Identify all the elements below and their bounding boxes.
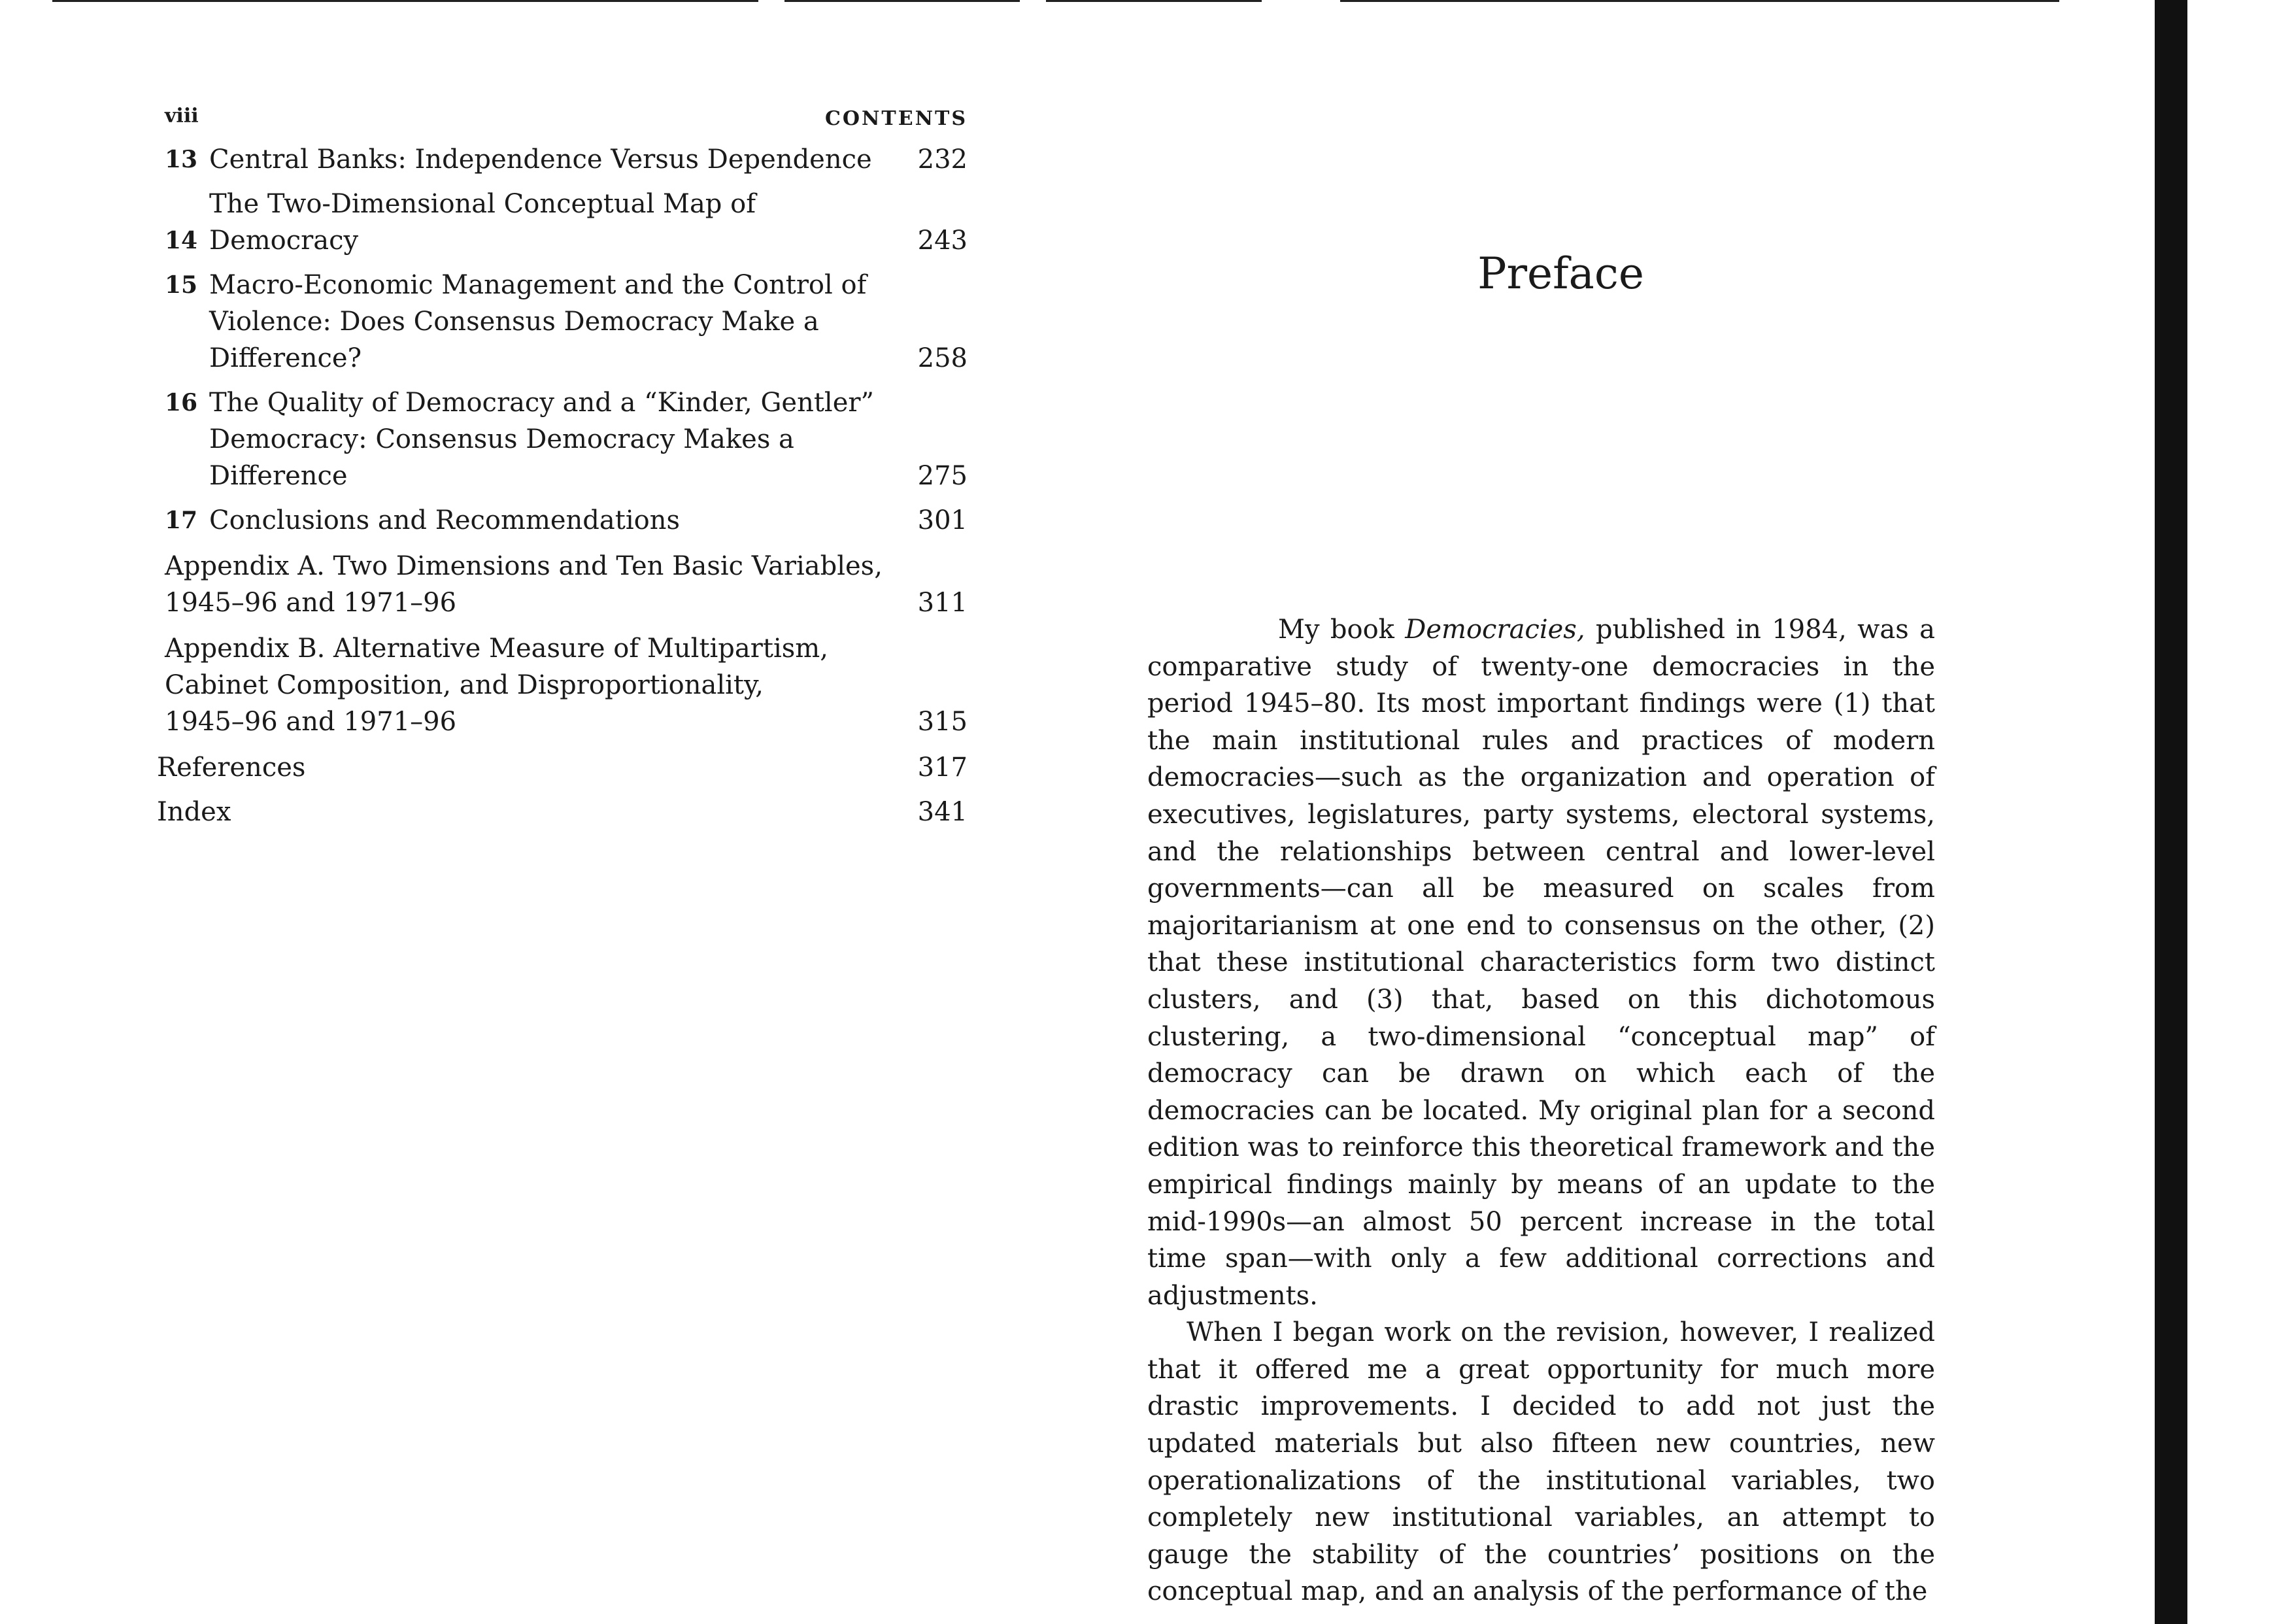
page-number: 315 — [917, 707, 968, 737]
chapter-title: The Quality of Democracy and a “Kinder, Gentler” Democracy: Consensus Democracy Makes a Difference — [209, 388, 874, 491]
toc-entry-13 — [157, 141, 968, 178]
page-number: 341 — [917, 797, 968, 827]
scan-edge-top — [52, 0, 758, 2]
page-number: 317 — [917, 753, 968, 783]
page-folio: viii — [165, 105, 199, 127]
paragraph-text: published in 1984, was a comparative study of twenty-one democracies in the period 1945–80. Its most important findings were (1) that the main institutional rules and practices of modern democracies—such as the organization and operation of executives, legislatures, party systems, electoral systems, and the relationships between central and lower-level governments—can all be measured on scales from majoritarianism at one end to consensus on the other, (2) that these institutional characteristics form two distinct clusters, and (3) that, based on this dichotomous clustering, a two-dimensional “conceptual map” of democracy can be drawn on which each of the democracies can be located. My original plan for a second edition was to reinforce this theoretical framework and the empirical findings mainly by means of an update to the mid-1990s—an almost 50 percent increase in the total time span—with only a few additional corrections and adjustments. — [1147, 615, 1935, 1311]
chapter-title: Conclusions and Recommendations — [209, 505, 680, 535]
toc-entry-references — [157, 749, 968, 786]
back-matter-title: References — [157, 753, 306, 783]
preface-body — [1147, 611, 1935, 1610]
chapter-number: 15 — [165, 271, 198, 299]
chapter-number: 17 — [165, 507, 198, 534]
chapter-title: The Two-Dimensional Conceptual Map of Democracy — [209, 189, 756, 256]
book-title: Democracies, — [1405, 615, 1585, 645]
scan-edge-top — [1046, 0, 1262, 2]
toc-entry-16 — [157, 384, 968, 494]
toc-entry-17 — [157, 502, 968, 539]
preface-heading: Preface — [1477, 248, 1644, 299]
appendix-title: Appendix B. Alternative Measure of Multipartism, Cabinet Composition, and Disproportionality, 1945–96 and 1971–96 — [165, 634, 828, 737]
preface-paragraph-2: When I began work on the revision, however, I realized that it offered me a great opportunity for much more drastic improvements. I decided to add not just the updated materials but also fifteen new countries, new operationalizations of the institutional variables, two completely new institutional variables, an attempt to gauge the stability of the countries’ positions on the conceptual map, and an analysis of the performance of the — [1147, 1317, 1935, 1607]
appendix-title: Appendix A. Two Dimensions and Ten Basic Variables, 1945–96 and 1971–96 — [165, 551, 883, 618]
contents-page — [157, 98, 968, 838]
scan-right-border — [2155, 0, 2187, 1624]
chapter-title: Central Banks: Independence Versus Dependence — [209, 144, 872, 175]
toc-entry-14 — [157, 186, 968, 259]
page-number: 311 — [917, 588, 968, 618]
running-head-title: CONTENTS — [824, 107, 968, 130]
chapter-title: Macro-Economic Management and the Control of Violence: Does Consensus Democracy Make a Difference? — [209, 270, 867, 373]
toc-entry-15 — [157, 267, 968, 377]
paragraph-lead: My book — [1278, 615, 1406, 645]
scan-edge-top — [784, 0, 1020, 2]
preface-paragraph-1 — [1147, 611, 1935, 1314]
running-head — [157, 98, 968, 137]
chapter-number: 14 — [165, 227, 198, 254]
preface-page — [1147, 248, 1935, 1607]
page-number: 243 — [917, 226, 968, 256]
chapter-number: 16 — [165, 389, 198, 416]
page-number: 275 — [917, 461, 968, 491]
back-matter-title: Index — [157, 797, 231, 827]
chapter-number: 13 — [165, 146, 198, 173]
scan-edge-top — [1340, 0, 2059, 2]
toc-entry-appendix-a — [157, 548, 968, 621]
page-number: 232 — [917, 144, 968, 175]
toc-entry-appendix-b — [157, 630, 968, 740]
page-number: 258 — [917, 343, 968, 373]
scan-right-margin — [2187, 0, 2292, 1624]
page-number: 301 — [917, 505, 968, 535]
toc-entry-index — [157, 794, 968, 830]
table-of-contents — [157, 141, 968, 830]
